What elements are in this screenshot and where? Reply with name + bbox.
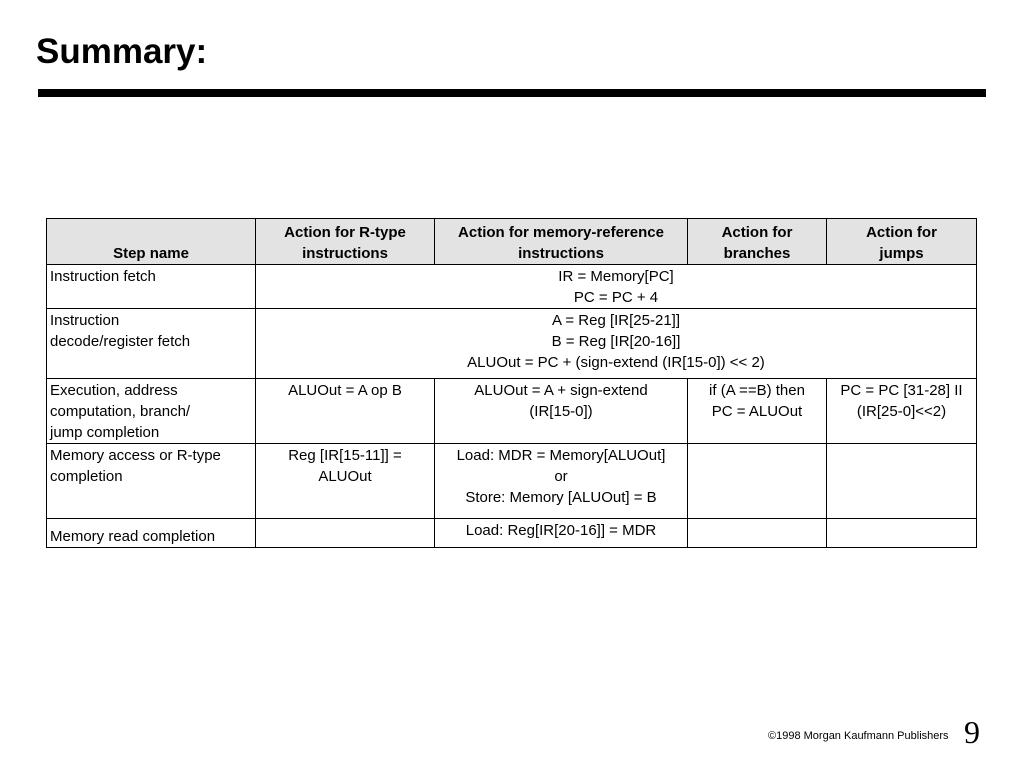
cell-line: IR = Memory[PC] xyxy=(558,268,674,285)
r-type-action-cell xyxy=(256,444,435,519)
cell-line: Load: MDR = Memory[ALUOut] xyxy=(456,447,666,464)
cell-line: Reg [IR[15-11]] = xyxy=(288,447,402,464)
table-row xyxy=(47,309,977,379)
cell-line: ALUOut xyxy=(318,468,372,485)
cell-line: ALUOut = A op B xyxy=(288,382,402,399)
cell-line: branches xyxy=(723,245,791,262)
step-name-cell xyxy=(47,444,256,519)
cell-line: instructions xyxy=(518,245,604,262)
branch-action-cell xyxy=(688,519,827,548)
cell-line: PC = PC [31-28] II xyxy=(840,382,963,399)
jump-action-cell xyxy=(827,444,977,519)
header-branches xyxy=(688,219,827,265)
table-row xyxy=(47,379,977,444)
cell-line: Store: Memory [ALUOut] = B xyxy=(465,489,657,506)
header-step-name xyxy=(47,219,256,265)
header-jumps xyxy=(827,219,977,265)
cell-line: ALUOut = A + sign-extend xyxy=(474,382,648,399)
common-action-cell xyxy=(256,265,977,309)
cell-line: PC = ALUOut xyxy=(711,403,803,420)
cell-line: Instruction xyxy=(50,312,120,329)
branch-action-cell xyxy=(688,379,827,444)
cell-line: decode/register fetch xyxy=(50,333,191,350)
cell-line: Action for R-type xyxy=(284,224,406,241)
slide-title: Summary: xyxy=(36,32,208,71)
page-number: 9 xyxy=(964,714,980,750)
copyright-footer: ©1998 Morgan Kaufmann Publishers xyxy=(768,730,949,742)
memory-reference-action-cell xyxy=(435,379,688,444)
cell-line: Load: Reg[IR[20-16]] = MDR xyxy=(465,522,657,539)
step-name-cell xyxy=(47,309,256,379)
step-name-cell xyxy=(47,379,256,444)
cell-line: Action for xyxy=(866,224,937,241)
table-row xyxy=(47,265,977,309)
cell-line: completion xyxy=(50,468,123,485)
branch-action-cell xyxy=(688,444,827,519)
cell-line: Memory read completion xyxy=(50,528,216,545)
header-line: Step name xyxy=(113,245,189,262)
table-row xyxy=(47,444,977,519)
memory-reference-action-cell xyxy=(435,444,688,519)
cell-line: PC = PC + 4 xyxy=(573,289,659,306)
cell-line: jumps xyxy=(879,245,924,262)
cell-line: ALUOut = PC + (sign-extend (IR[15-0]) << 2) xyxy=(467,354,765,371)
cell-line: (IR[15-0]) xyxy=(529,403,593,420)
header-r-type xyxy=(256,219,435,265)
cell-line: Action for xyxy=(721,224,793,241)
cell-line: or xyxy=(554,468,568,485)
cell-line: A = Reg [IR[25-21]] xyxy=(552,312,680,329)
step-name-cell xyxy=(47,519,256,548)
cell-line: B = Reg [IR[20-16]] xyxy=(551,333,681,350)
cell-line: if (A ==B) then xyxy=(709,382,805,399)
cell-line: Instruction fetch xyxy=(50,268,156,285)
cell-line: Action for memory-reference xyxy=(458,224,664,241)
memory-reference-action-cell xyxy=(435,519,688,548)
table-row xyxy=(47,519,977,548)
jump-action-cell xyxy=(827,519,977,548)
cell-line: (IR[25-0]<<2) xyxy=(856,403,947,420)
header-memory-reference xyxy=(435,219,688,265)
jump-action-cell xyxy=(827,379,977,444)
table-header-row xyxy=(47,219,977,265)
r-type-action-cell xyxy=(256,519,435,548)
cell-line: computation, branch/ xyxy=(50,403,191,420)
step-name-cell xyxy=(47,265,256,309)
cell-line: instructions xyxy=(302,245,388,262)
cell-line: jump completion xyxy=(50,424,160,441)
cell-line: Execution, address xyxy=(50,382,178,399)
title-divider xyxy=(38,89,986,97)
summary-table xyxy=(46,218,977,548)
r-type-action-cell xyxy=(256,379,435,444)
cell-line: Memory access or R-type xyxy=(50,447,221,464)
common-action-cell xyxy=(256,309,977,379)
